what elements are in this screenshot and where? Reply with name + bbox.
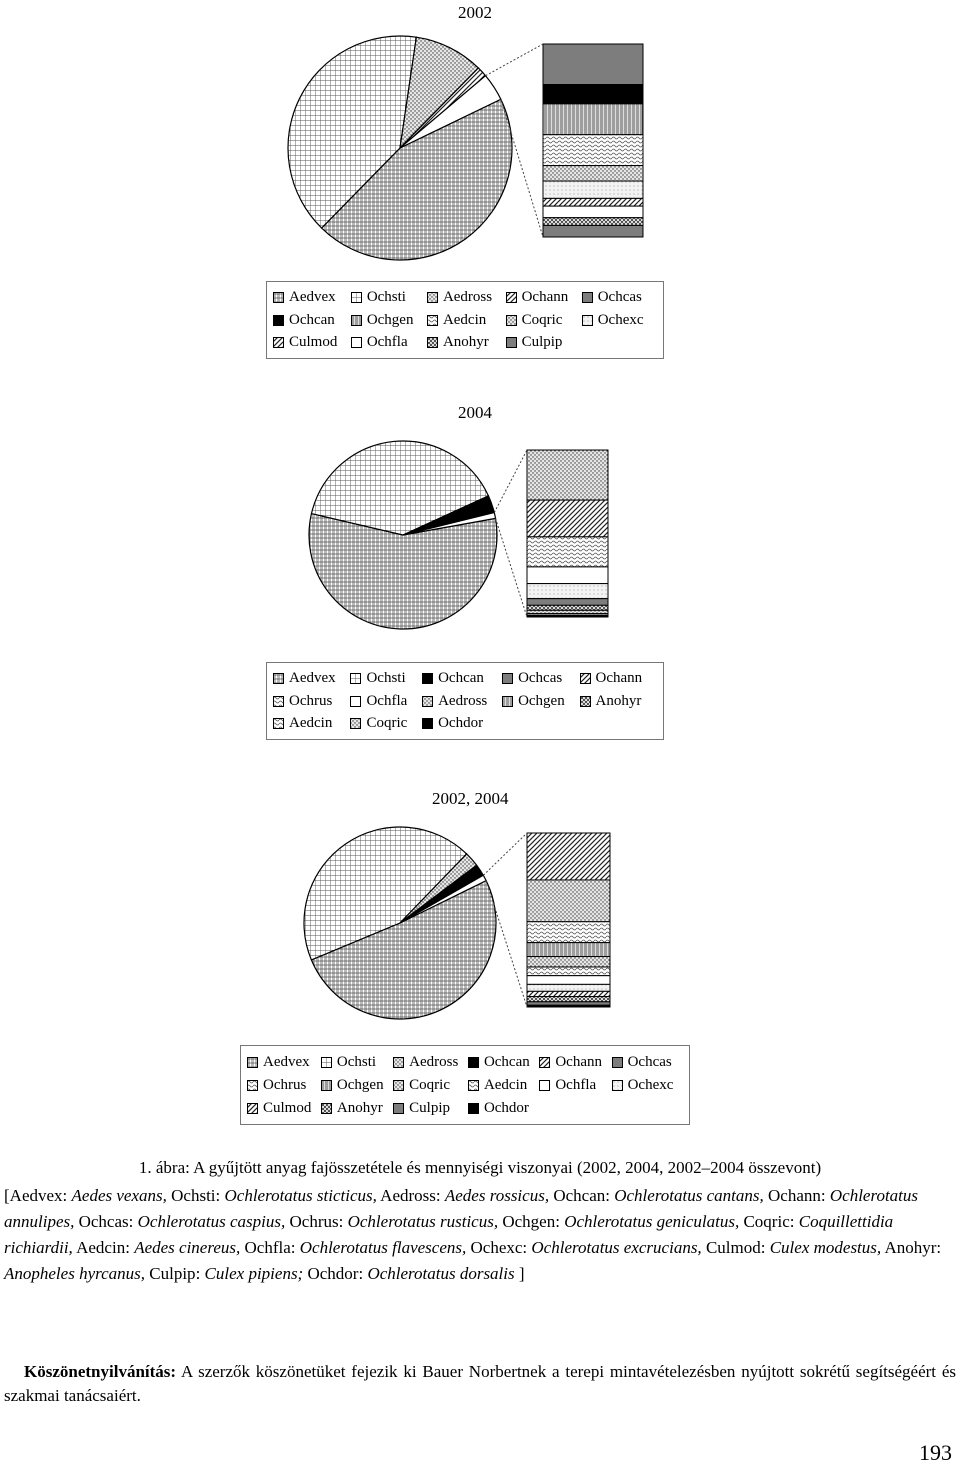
legend-swatch	[273, 718, 284, 729]
legend-swatch	[580, 696, 591, 707]
legend-label: Ochexc	[597, 311, 644, 328]
legend-item-anohyr	[427, 332, 506, 354]
legend-swatch	[612, 1080, 623, 1091]
bar-segment-ochcan	[543, 85, 643, 104]
legend-label: Anohyr	[595, 692, 642, 709]
legend-label: Aedross	[442, 289, 493, 305]
legend-swatch	[468, 1080, 479, 1091]
legend-item-aedcin	[427, 309, 506, 331]
bar-segment-anohyr	[527, 997, 610, 1002]
legend-item-ochgen	[321, 1074, 393, 1096]
legend-item-coqric	[350, 713, 422, 735]
bar-segment-aedcin	[527, 610, 608, 613]
legend-label: Ochcan	[483, 1053, 530, 1070]
species-name: Aedes rossicus,	[444, 1186, 550, 1205]
bar-segment-ochgen	[527, 599, 608, 606]
legend-swatch	[393, 1080, 404, 1091]
legend-label: Ochfla	[366, 692, 408, 709]
species-code: Ochcan	[553, 1186, 606, 1205]
legend-label: Ochsti	[336, 1053, 377, 1070]
legend-swatch	[321, 1057, 332, 1068]
legend-item-ochcas	[612, 1051, 683, 1073]
legend-swatch	[422, 696, 433, 707]
page-number: 193	[919, 1440, 952, 1465]
legend-label: Aedross	[438, 692, 488, 709]
legend-swatch	[468, 1057, 479, 1068]
legend-item-aedcin	[468, 1074, 539, 1096]
legend-item-ochfla	[350, 690, 422, 712]
legend-item-aedcin	[273, 713, 350, 735]
legend-swatch	[273, 292, 284, 303]
bar-segment-anohyr	[543, 218, 643, 226]
legend-swatch	[422, 718, 433, 729]
species-name: Ochlerotatus cantans,	[614, 1186, 764, 1205]
bar-segment-ochfla	[543, 206, 643, 218]
bar-segment-ochrus	[527, 537, 608, 567]
bar-segment-culpip	[543, 225, 643, 237]
legend-item-ochgen	[351, 309, 427, 331]
legend-label: Aedvex	[289, 670, 336, 686]
legend-label: Coqric	[521, 311, 563, 328]
species-code: Culmod	[705, 1238, 761, 1257]
legend-swatch	[321, 1080, 332, 1091]
legend-swatch	[506, 315, 517, 326]
bar-segment-ochdor	[527, 1005, 610, 1007]
legend-swatch	[247, 1080, 258, 1091]
legend-label: Ochsti	[366, 670, 406, 686]
bar-segment-culmod	[543, 198, 643, 206]
species-name: Coquillettidia richiardii,	[4, 1212, 894, 1257]
species-name: Ochlerotatus dorsalis	[367, 1264, 515, 1283]
legend-item-ochdor	[422, 713, 502, 735]
bar-segment-coqric	[527, 957, 610, 967]
legend-swatch	[422, 673, 433, 684]
legend-item-ochcan	[468, 1051, 539, 1073]
legend-item-aedross	[427, 287, 506, 309]
legend-swatch	[273, 673, 284, 684]
legend-item-ochrus	[247, 1074, 321, 1096]
legend-item-ochfla	[351, 332, 427, 354]
legend-item-ochgen	[502, 690, 579, 712]
species-code: Coqric	[743, 1212, 790, 1231]
species-code: Culpip	[149, 1264, 196, 1283]
bar-segment-ochexc	[527, 984, 610, 991]
species-code: Ochfla	[244, 1238, 291, 1257]
acknowledgement-text: A szerzők köszönetüket fejezik ki Bauer Norbertnek a terepi mintavételezésben nyújtott sokrétű segítségéért és szakmai tanácsaiért.	[4, 1362, 956, 1405]
bar-segment-ochfla	[527, 567, 608, 584]
connector-line-top	[483, 833, 527, 875]
figure-title: 1. ábra: A gyűjtött anyag fajösszetétele és mennyiségi viszonyai (2002, 2004, 2002–2004 összevont)	[138, 1158, 822, 1177]
legend-item-ochfla	[539, 1074, 611, 1096]
legend-label: Ochfla	[555, 1076, 597, 1093]
species-key: [Aedvex: Aedes vexans, Ochsti: Ochlerotatus sticticus, Aedross: Aedes rossicus, Ochcan: Ochlerotatus cantans, Ochann: Ochlerotatus annulipes, Ochcas: Ochlerotatus caspius, Ochrus: Ochlerotatus rusticus, Ochgen: Ochlerotatus geniculatus, Coqric: Coquillettidia richiardii, Aedcin: Aedes cinereus, Ochfla: Ochlerotatus flavescens, Ochexc: Ochlerotatus excrucians, Culmod: Culex modestus, Anohyr: Anopheles hyrcanus, Culpip: Culex pipiens; Ochdor: Ochlerotatus dorsalis ]	[4, 1186, 942, 1283]
connector-line-top	[486, 44, 543, 76]
legend-label: Ochcas	[627, 1053, 672, 1070]
bar-segment-culmod	[527, 991, 610, 996]
legend-item-culpip	[393, 1097, 468, 1119]
chart-2002-2004	[0, 815, 960, 1045]
legend-item-ochdor	[468, 1097, 539, 1119]
legend-item-anohyr	[321, 1097, 393, 1119]
legend-label: Aedross	[409, 1053, 459, 1070]
species-name: Ochlerotatus annulipes,	[4, 1186, 919, 1231]
legend-label: Ochann	[555, 1053, 602, 1070]
legend-swatch	[427, 337, 438, 348]
connector-line-top	[494, 450, 527, 513]
legend-swatch	[580, 673, 591, 684]
bar-segment-anohyr	[527, 605, 608, 610]
species-name: Ochlerotatus sticticus,	[224, 1186, 377, 1205]
chart-title-2002: 2002	[458, 3, 492, 22]
legend-label: Anohyr	[442, 334, 489, 350]
legend-item-ochann	[539, 1051, 611, 1073]
species-name: Culex pipiens;	[204, 1264, 304, 1283]
species-name: Ochlerotatus caspius,	[137, 1212, 286, 1231]
legend-label: Ochann	[521, 289, 569, 305]
species-code: Ochsti	[171, 1186, 216, 1205]
bar-segment-ochcas	[543, 44, 643, 85]
legend-swatch	[393, 1103, 404, 1114]
bar-segment-ochcas	[527, 450, 608, 500]
species-code: Ochann	[768, 1186, 821, 1205]
chart-2004	[0, 420, 960, 650]
legend-label: Ochfla	[366, 334, 408, 350]
bar-segment-ochexc	[543, 181, 643, 198]
legend-swatch	[502, 696, 513, 707]
species-name: Culex modestus,	[769, 1238, 882, 1257]
species-code: Aedvex	[9, 1186, 63, 1205]
legend-swatch	[350, 696, 361, 707]
legend-label: Ochgen	[366, 311, 414, 328]
species-code: Aedcin	[76, 1238, 126, 1257]
legend-swatch	[582, 315, 593, 326]
legend-item-ochcan	[422, 668, 502, 690]
legend-label: Ochcas	[518, 670, 563, 686]
legend-swatch	[247, 1103, 258, 1114]
legend-swatch	[582, 292, 593, 303]
legend-label: Aedcin	[483, 1076, 528, 1093]
bar-segment-aedcin	[527, 967, 610, 976]
legend-item-ochcas	[502, 668, 579, 690]
legend-2002-2004	[240, 1045, 690, 1125]
legend-swatch	[468, 1103, 479, 1114]
legend-item-aedvex	[273, 668, 350, 690]
legend-label: Culmod	[289, 334, 338, 350]
legend-swatch	[506, 337, 517, 348]
bar-segment-coqric	[543, 166, 643, 181]
legend-swatch	[350, 718, 361, 729]
legend-label: Ochdor	[483, 1099, 529, 1116]
legend-item-ochann	[506, 287, 582, 309]
bar-segment-ochrus	[527, 922, 610, 943]
legend-item-aedross	[422, 690, 502, 712]
chart-title-2004: 2004	[458, 403, 492, 422]
species-name: Aedes vexans,	[71, 1186, 167, 1205]
species-name: Ochlerotatus geniculatus,	[564, 1212, 740, 1231]
legend-item-ochexc	[582, 309, 657, 331]
legend-item-aedvex	[273, 287, 351, 309]
legend-label: Ochcas	[597, 289, 642, 305]
legend-swatch	[539, 1080, 550, 1091]
legend-label: Ochcan	[438, 670, 484, 686]
legend-label: Culmod	[263, 1099, 312, 1116]
legend-label: Aedvex	[289, 289, 336, 305]
species-name: Ochlerotatus flavescens,	[299, 1238, 467, 1257]
species-code: Aedross	[380, 1186, 436, 1205]
legend-label: Ochann	[595, 670, 643, 686]
species-name: Ochlerotatus rusticus,	[347, 1212, 499, 1231]
legend-label: Coqric	[366, 715, 408, 731]
legend-label: Ochgen	[518, 692, 565, 709]
legend-swatch	[351, 315, 362, 326]
bar-segment-ochcas	[527, 880, 610, 922]
legend-swatch	[427, 315, 438, 326]
legend-swatch	[273, 315, 284, 326]
acknowledgement-heading: Köszönetnyilvánítás:	[24, 1362, 177, 1381]
bar-segment-ochann	[527, 500, 608, 537]
legend-label: Coqric	[409, 1076, 450, 1093]
legend-item-aedvex	[247, 1051, 321, 1073]
legend-label: Aedcin	[289, 715, 333, 731]
legend-item-culpip	[506, 332, 582, 354]
legend-item-ochsti	[351, 287, 427, 309]
legend-label: Ochgen	[336, 1076, 384, 1093]
legend-label: Anohyr	[336, 1099, 383, 1116]
bar-segment-ochgen	[527, 943, 610, 957]
legend-swatch	[247, 1057, 258, 1068]
legend-item-coqric	[506, 309, 582, 331]
legend-item-culmod	[247, 1097, 321, 1119]
legend-label: Ochrus	[289, 692, 333, 709]
legend-swatch	[350, 673, 361, 684]
legend-label: Ochdor	[438, 715, 484, 731]
legend-swatch	[273, 696, 284, 707]
legend-item-aedross	[393, 1051, 468, 1073]
legend-item-coqric	[393, 1074, 468, 1096]
species-code: Ochdor	[307, 1264, 359, 1283]
legend-label: Ochrus	[263, 1076, 307, 1093]
legend-label: Aedcin	[442, 311, 487, 328]
legend-swatch	[351, 337, 362, 348]
legend-swatch	[393, 1057, 404, 1068]
bar-segment-culpip	[527, 1002, 610, 1005]
species-code: Ochcas	[78, 1212, 129, 1231]
bar-segment-aedcin	[543, 135, 643, 166]
legend-swatch	[321, 1103, 332, 1114]
figure-caption	[4, 1155, 956, 1287]
species-code: Anohyr	[884, 1238, 937, 1257]
bar-segment-aedross	[527, 584, 608, 599]
legend-item-culmod	[273, 332, 351, 354]
legend-swatch	[351, 292, 362, 303]
species-code: Ochrus	[289, 1212, 339, 1231]
legend-item-ochann	[580, 668, 657, 690]
species-code: Ochgen	[502, 1212, 556, 1231]
bar-segment-ochdor	[527, 615, 608, 617]
legend-item-ochcas	[582, 287, 657, 309]
acknowledgement	[4, 1360, 956, 1408]
chart-2002	[0, 0, 960, 270]
chart-title-2002-2004: 2002, 2004	[432, 789, 509, 808]
legend-label: Aedvex	[263, 1053, 310, 1070]
legend-swatch	[427, 292, 438, 303]
species-code: Ochexc	[470, 1238, 523, 1257]
species-name: Anopheles hyrcanus,	[4, 1264, 146, 1283]
legend-label: Culpip	[521, 334, 563, 350]
species-name: Aedes cinereus,	[134, 1238, 241, 1257]
legend-2004	[266, 662, 664, 740]
legend-swatch	[506, 292, 517, 303]
legend-item-ochrus	[273, 690, 350, 712]
legend-label: Ochexc	[627, 1076, 674, 1093]
legend-item-ochsti	[321, 1051, 393, 1073]
species-name: Ochlerotatus excrucians,	[531, 1238, 702, 1257]
connector-line-bottom	[496, 518, 527, 617]
bar-segment-ochfla	[527, 976, 610, 985]
legend-item-ochcan	[273, 309, 351, 331]
legend-item-ochexc	[612, 1074, 683, 1096]
legend-swatch	[539, 1057, 550, 1068]
legend-label: Culpip	[409, 1099, 451, 1116]
legend-swatch	[273, 337, 284, 348]
legend-item-ochsti	[350, 668, 422, 690]
legend-item-anohyr	[580, 690, 657, 712]
legend-label: Ochsti	[366, 289, 406, 305]
legend-2002	[266, 281, 664, 359]
bar-segment-ochann	[527, 833, 610, 880]
legend-label: Ochcan	[289, 311, 335, 328]
legend-swatch	[502, 673, 513, 684]
bar-segment-ochgen	[543, 104, 643, 135]
legend-swatch	[612, 1057, 623, 1068]
